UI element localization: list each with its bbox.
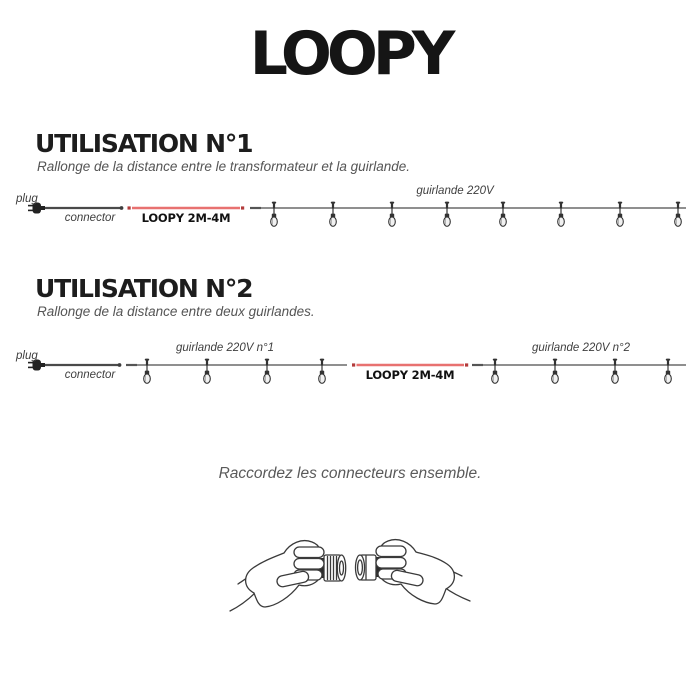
festoon-bulb-icon <box>264 359 271 384</box>
festoon-bulb-icon <box>389 202 396 227</box>
guirlande-bulbs <box>271 202 682 227</box>
plug-label: plug <box>16 193 38 205</box>
guirlande-2-label: guirlande 220V n°2 <box>532 342 630 354</box>
festoon-bulb-icon <box>665 359 672 384</box>
loopy-label: LOOPY 2M-4M <box>141 211 231 225</box>
loopy-label: LOOPY 2M-4M <box>365 368 455 382</box>
section-1-heading: UTILISATION N°1 <box>35 129 253 158</box>
section-2-heading: UTILISATION N°2 <box>35 274 253 303</box>
loopy-extension-wire <box>128 206 245 209</box>
section-2-subtitle: Rallonge de la distance entre deux guirlandes. <box>37 304 315 319</box>
connector-label: connector <box>64 369 116 381</box>
hands-connecting-illustration <box>228 513 472 615</box>
connector-wire <box>45 363 121 367</box>
festoon-bulb-icon <box>271 202 278 227</box>
festoon-bulb-icon <box>675 202 682 227</box>
guirlande-label: guirlande 220V <box>416 185 494 197</box>
loopy-logo: LOOPY <box>249 19 451 89</box>
section-1-subtitle: Rallonge de la distance entre le transformateur et la guirlande. <box>37 159 410 174</box>
diagram-1-graphic <box>0 185 700 237</box>
plug-label: plug <box>16 350 38 362</box>
festoon-bulb-icon <box>204 359 211 384</box>
festoon-bulb-icon <box>612 359 619 384</box>
guirlande-1-wire <box>126 359 347 384</box>
festoon-bulb-icon <box>500 202 507 227</box>
diagram-2 <box>0 342 700 394</box>
festoon-bulb-icon <box>319 359 326 384</box>
festoon-bulb-icon <box>552 359 559 384</box>
loopy-extension-wire <box>352 363 468 366</box>
festoon-bulb-icon <box>444 202 451 227</box>
guirlande-2-wire <box>472 359 686 384</box>
connector-label: connector <box>64 212 116 224</box>
diagram-1 <box>0 185 700 237</box>
festoon-bulb-icon <box>144 359 151 384</box>
guirlande-1-label: guirlande 220V n°1 <box>176 342 274 354</box>
festoon-bulb-icon <box>492 359 499 384</box>
left-hand <box>230 541 346 611</box>
festoon-bulb-icon <box>617 202 624 227</box>
festoon-bulb-icon <box>558 202 565 227</box>
right-hand <box>356 540 471 604</box>
footer-caption: Raccordez les connecteurs ensemble. <box>218 464 482 482</box>
connector-wire <box>45 206 123 210</box>
festoon-bulb-icon <box>330 202 337 227</box>
